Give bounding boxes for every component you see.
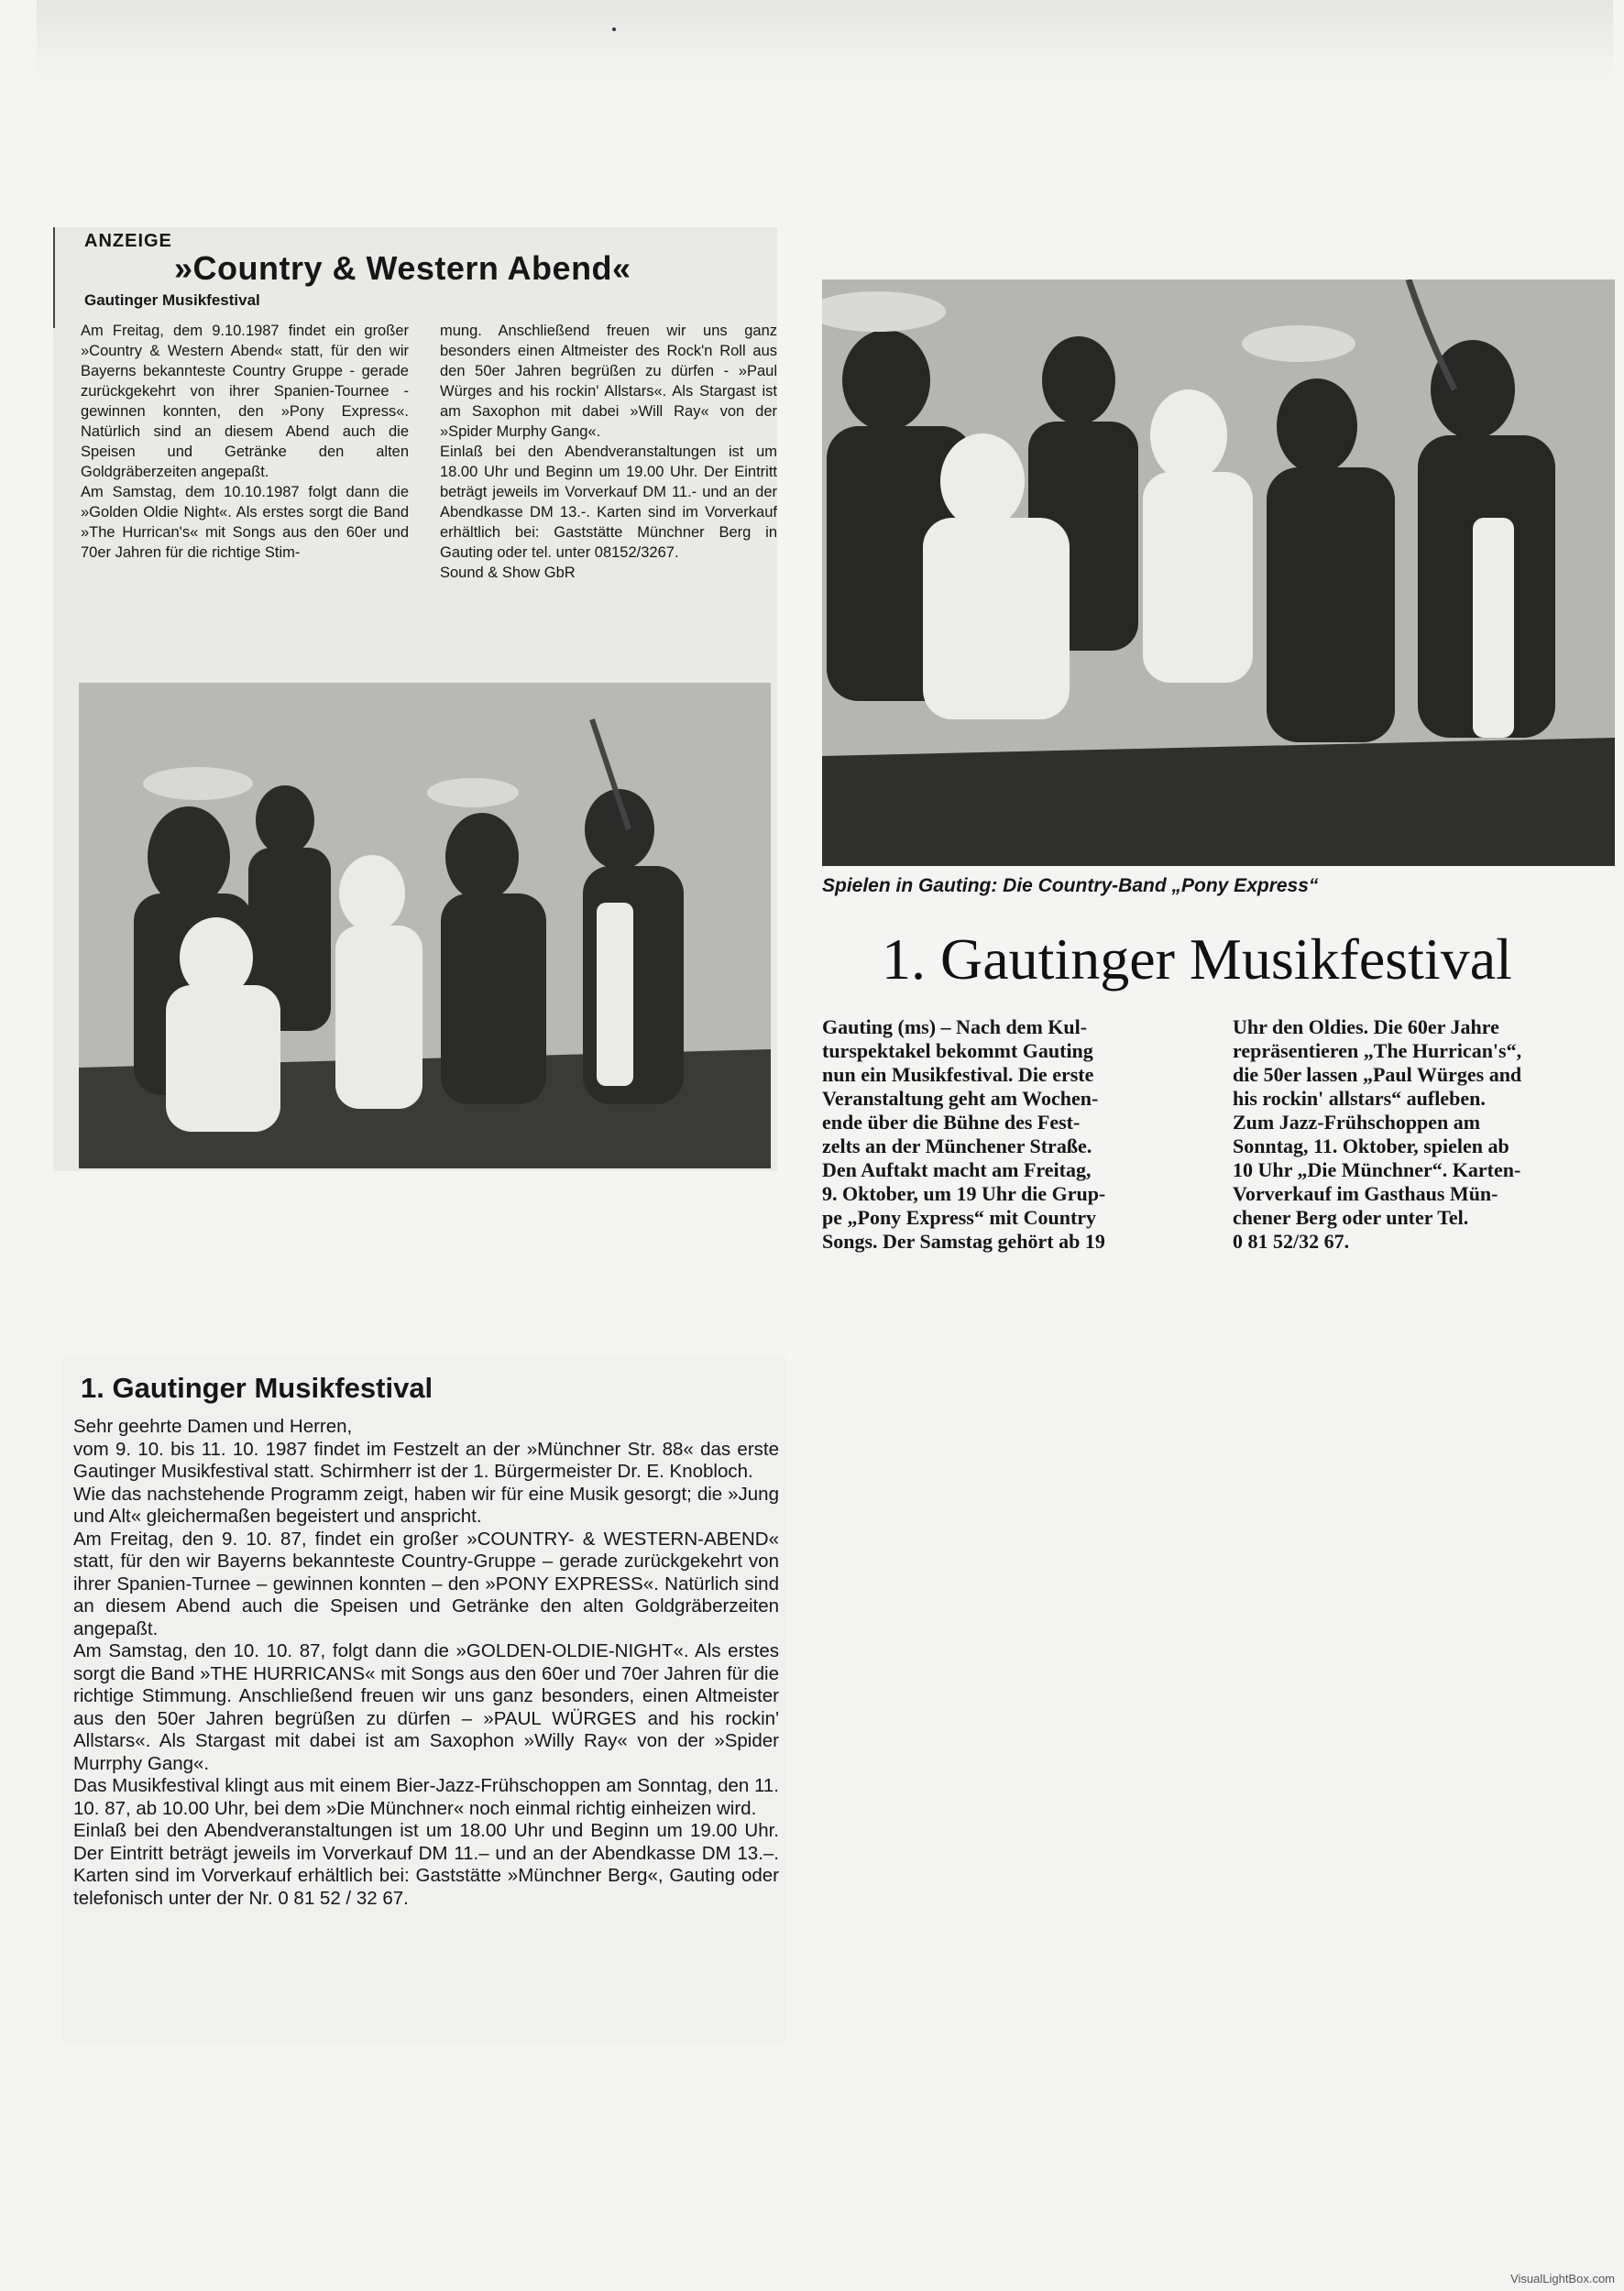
band-photo-large xyxy=(822,280,1615,866)
photo-caption: Spielen in Gauting: Die Country-Band „Pony Express“ xyxy=(822,875,1319,896)
ad-subtitle: Gautinger Musikfestival xyxy=(84,291,260,309)
band-photo-small xyxy=(79,683,771,1168)
letter-body: Sehr geehrte Damen und Herren, vom 9. 10. bis 11. 10. 1987 findet im Festzelt an der »Münchner Str. 88« das erste Gautinger Musikfestival statt. Schirmherr ist der 1. Bürgermeister Dr. E. Knobloch. Wie das nachstehende Programm zeigt, haben wir für eine Musik gesorgt; die »Jung und Alt« gleichermaßen begeistert und anspricht. Am Freitag, den 9. 10. 87, findet ein großer »COUNTRY- & WESTERN-ABEND« statt, für den wir Bayerns bekannteste Country-Gruppe – gerade zurückgekehrt von ihrer Spanien-Turnee – gewinnen konnten – den »PONY EXPRESS«. Natürlich sind an diesem Abend auch die Speisen und Getränke den alten Goldgräberzeiten angepaßt. Am Samstag, den 10. 10. 87, folgt dann die »GOLDEN-OLDIE-NIGHT«. Als erstes sorgt die Band »THE HURRICANS« mit Songs aus den 60er und 70er Jahren für die richtige Stimmung. Anschließend freuen wir uns ganz besonders, einen Altmeister aus den 50er Jahren begrüßen zu dürfen – »PAUL WÜRGES and his rockin' Allstars«. Als Stargast mit dabei ist am Saxophon »Willy Ray« von der »Spider Murrphy Gang«. Das Musikfestival klingt aus mit einem Bier-Jazz-Frühschoppen am Sonntag, den 11. 10. 87, ab 10.00 Uhr, bei dem »Die Münchner« noch einmal richtig einheizen wird. Einlaß bei den Abendveranstaltungen ist um 18.00 Uhr und Beginn um 19.00 Uhr. Der Eintritt beträgt jeweils im Vorverkauf DM 11.– und an der Abendkasse DM 13.–. Karten sind im Vorverkauf erhältlich bei: Gaststätte »Münchner Berg«, Gauting oder telefonisch unter der Nr. 0 81 52 / 32 67. xyxy=(73,1416,779,1909)
scan-noise xyxy=(37,0,1613,82)
article-text-left: Gauting (ms) – Nach dem Kul- turspektakel bekommt Gauting nun ein Musikfestival. Die erste Veranstaltung geht am Wochen- ende über die Bühne des Fest- zelts an der Münchener Straße. Den Auftakt macht am Freitag, 9. Oktober, um 19 Uhr die Grup- pe „Pony Express“ mit Country Songs. Der Samstag gehört ab 19 xyxy=(822,1015,1106,1253)
clipping-edge xyxy=(53,227,55,328)
article-headline: 1. Gautinger Musikfestival xyxy=(882,926,1512,992)
ad-text-left: Am Freitag, dem 9.10.1987 findet ein großer »Country & Western Abend« statt, für den wir Bayerns bekannteste Country Gruppe - gerade zurückgekehrt von ihrer Spanien-Tournee - gewinnen konnten, den »Pony Express«. Natürlich sind an diesem Abend auch die Speisen und Getränke den alten Goldgräberzeiten angepaßt. Am Samstag, dem 10.10.1987 folgt dann die »Golden Oldie Night«. Als erstes sorgt die Band »The Hurrican's« mit Songs aus den 60er und 70er Jahren für die richtige Stim- xyxy=(81,323,409,561)
ad-text-right: mung. Anschließend freuen wir uns ganz besonders einen Altmeister des Rock'n Roll aus den 50er Jahren begrüßen zu dürfen - »Paul Würges and his rockin' Allstars«. Als Stargast ist am Saxophon mit dabei »Will Ray« von der »Spider Murphy Gang«. Einlaß bei den Abendveranstaltungen ist um 18.00 Uhr und Beginn um 19.00 Uhr. Der Eintritt beträgt jeweils im Vorverkauf DM 11.- und an der Abendkasse DM 13.-. Karten sind im Vorverkauf erhältlich bei: Gaststätte Münchner Berg in Gauting oder tel. unter 08152/3267. Sound & Show GbR xyxy=(440,323,777,581)
scan-speck xyxy=(612,27,616,31)
band-photo-small-graphic xyxy=(79,683,771,1168)
ad-label: ANZEIGE xyxy=(84,231,172,251)
ad-title: »Country & Western Abend« xyxy=(174,249,631,287)
watermark: VisualLightBox.com xyxy=(1510,2272,1615,2286)
band-photo-large-graphic xyxy=(822,280,1615,866)
article-text-right: Uhr den Oldies. Die 60er Jahre repräsentieren „The Hurrican's“, die 50er lassen „Paul Würges and his rockin' allstars“ aufleben. Zum Jazz-Frühschoppen am Sonntag, 11. Oktober, spielen ab 10 Uhr „Die Münchner“. Karten- Vorverkauf im Gasthaus Mün- chener Berg oder unter Tel. 0 81 52/32 67. xyxy=(1233,1015,1522,1253)
letter-title: 1. Gautinger Musikfestival xyxy=(81,1372,433,1404)
